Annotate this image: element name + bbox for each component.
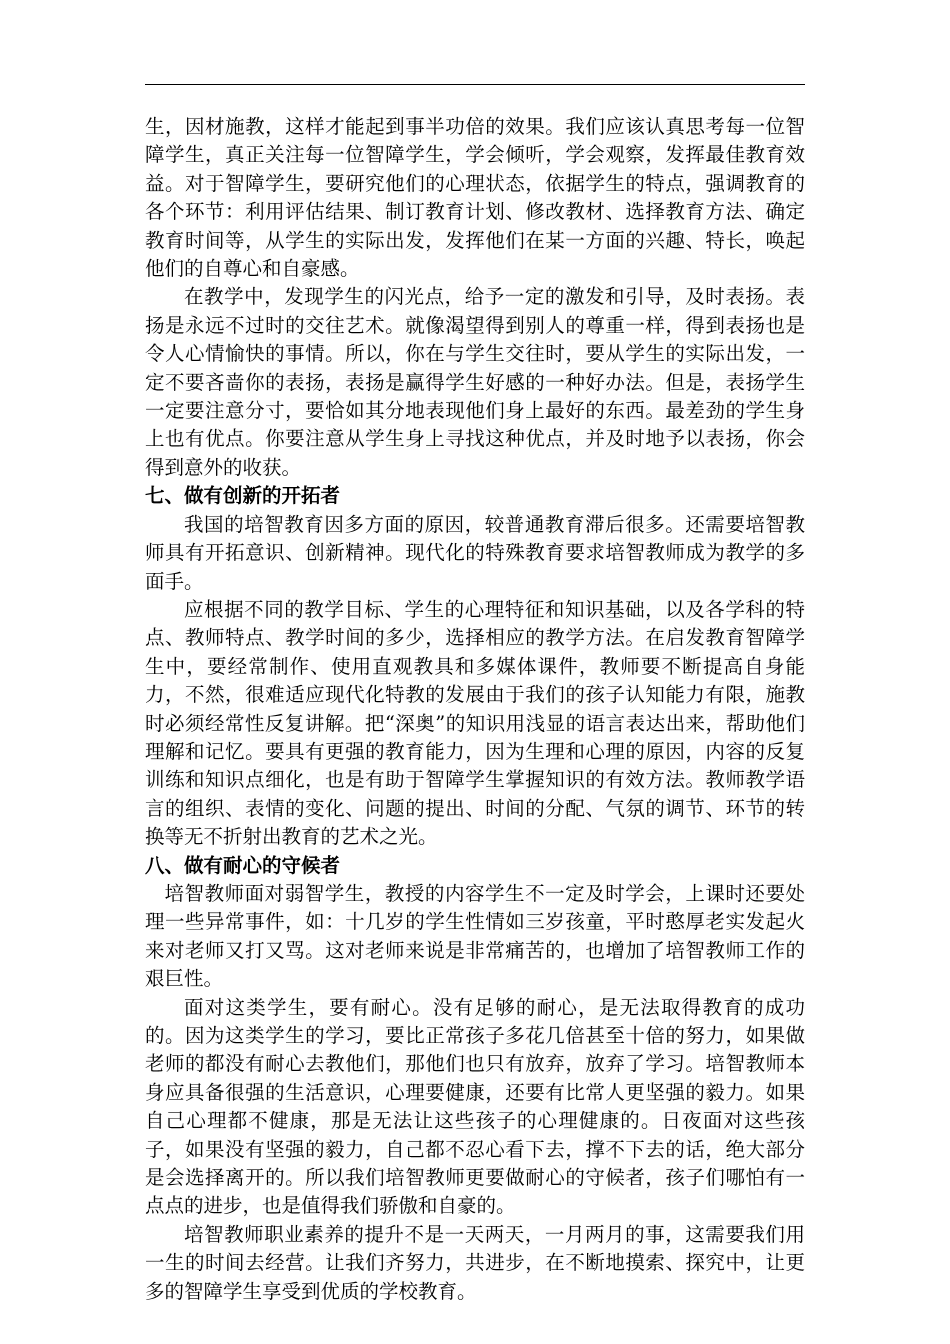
paragraph: 培智教师职业素养的提升不是一天两天，一月两月的事，这需要我们用一生的时间去经营。让我们齐努力，共进步，在不断地摸索、探究中，让更多的智障学生享受到优质的学校教育。 [145,1222,805,1303]
paragraph: 应根据不同的教学目标、学生的心理特征和知识基础，以及各学科的特点、教师特点、教学时间的多少，选择相应的教学方法。在启发教育智障学生中，要经常制作、使用直观教具和多媒体课件，教师要不断提高自身能力，不然，很难适应现代化特教的发展由于我们的孩子认知能力有限，施教时必须经常性反复讲解。把“深奥”的知识用浅显的语言表达出来，帮助他们理解和记忆。要具有更强的教育能力，因为生理和心理的原因，内容的反复训练和知识点细化，也是有助于智障学生掌握知识的有效方法。教师教学语言的组织、表情的变化、问题的提出、时间的分配、气氛的调节、环节的转换等无不折射出教育的艺术之光。 [145,597,805,849]
paragraph: 生，因材施教，这样才能起到事半功倍的效果。我们应该认真思考每一位智障学生，真正关注每一位智障学生，学会倾听，学会观察，发挥最佳教育效益。对于智障学生，要研究他们的心理状态，依据学生的特点，强调教育的各个环节：利用评估结果、制订教育计划、修改教材、选择教育方法、确定教育时间等，从学生的实际出发，发挥他们在某一方面的兴趣、特长，唤起他们的自尊心和自豪感。 [145,115,805,281]
paragraph: 我国的培智教育因多方面的原因，较普通教育滞后很多。还需要培智教师具有开拓意识、创新精神。现代化的特殊教育要求培智教师成为教学的多面手。 [145,512,805,593]
paragraph: 在教学中，发现学生的闪光点，给予一定的激发和引导，及时表扬。表扬是永远不过时的交往艺术。就像渴望得到别人的尊重一样，得到表扬也是令人心情愉快的事情。所以，你在与学生交往时，要从学生的实际出发，一定不要吝啬你的表扬，表扬是赢得学生好感的一种好办法。但是，表扬学生一定要注意分寸，要恰如其分地表现他们身上最好的东西。最差劲的学生身上也有优点。你要注意从学生身上寻找这种优点，并及时地予以表扬，你会得到意外的收获。 [145,285,805,479]
document-body [145,113,805,1306]
section-heading-8: 八、做有耐心的守候者 [145,853,341,877]
section-heading-7: 七、做有创新的开拓者 [145,484,341,508]
paragraph: 面对这类学生，要有耐心。没有足够的耐心，是无法取得教育的成功的。因为这类学生的学习，要比正常孩子多花几倍甚至十倍的努力，如果做老师的都没有耐心去教他们，那他们也只有放弃，放弃了学习。培智教师本身应具备很强的生活意识，心理要健康，还要有比常人更坚强的毅力。如果自己心理都不健康，那是无法让这些孩子的心理健康的。日夜面对这些孩子，如果没有坚强的毅力，自己都不忍心看下去，撑不下去的话，绝大部分是会选择离开的。所以我们培智教师更要做耐心的守候者，孩子们哪怕有一点点的进步，也是值得我们骄傲和自豪的。 [145,995,805,1218]
paragraph: 培智教师面对弱智学生，教授的内容学生不一定及时学会，上课时还要处理一些异常事件，如：十几岁的学生性情如三岁孩童，平时憨厚老实发起火来对老师又打又骂。这对老师来说是非常痛苦的，也增加了培智教师工作的艰巨性。 [145,881,805,991]
header-rule [145,84,805,85]
